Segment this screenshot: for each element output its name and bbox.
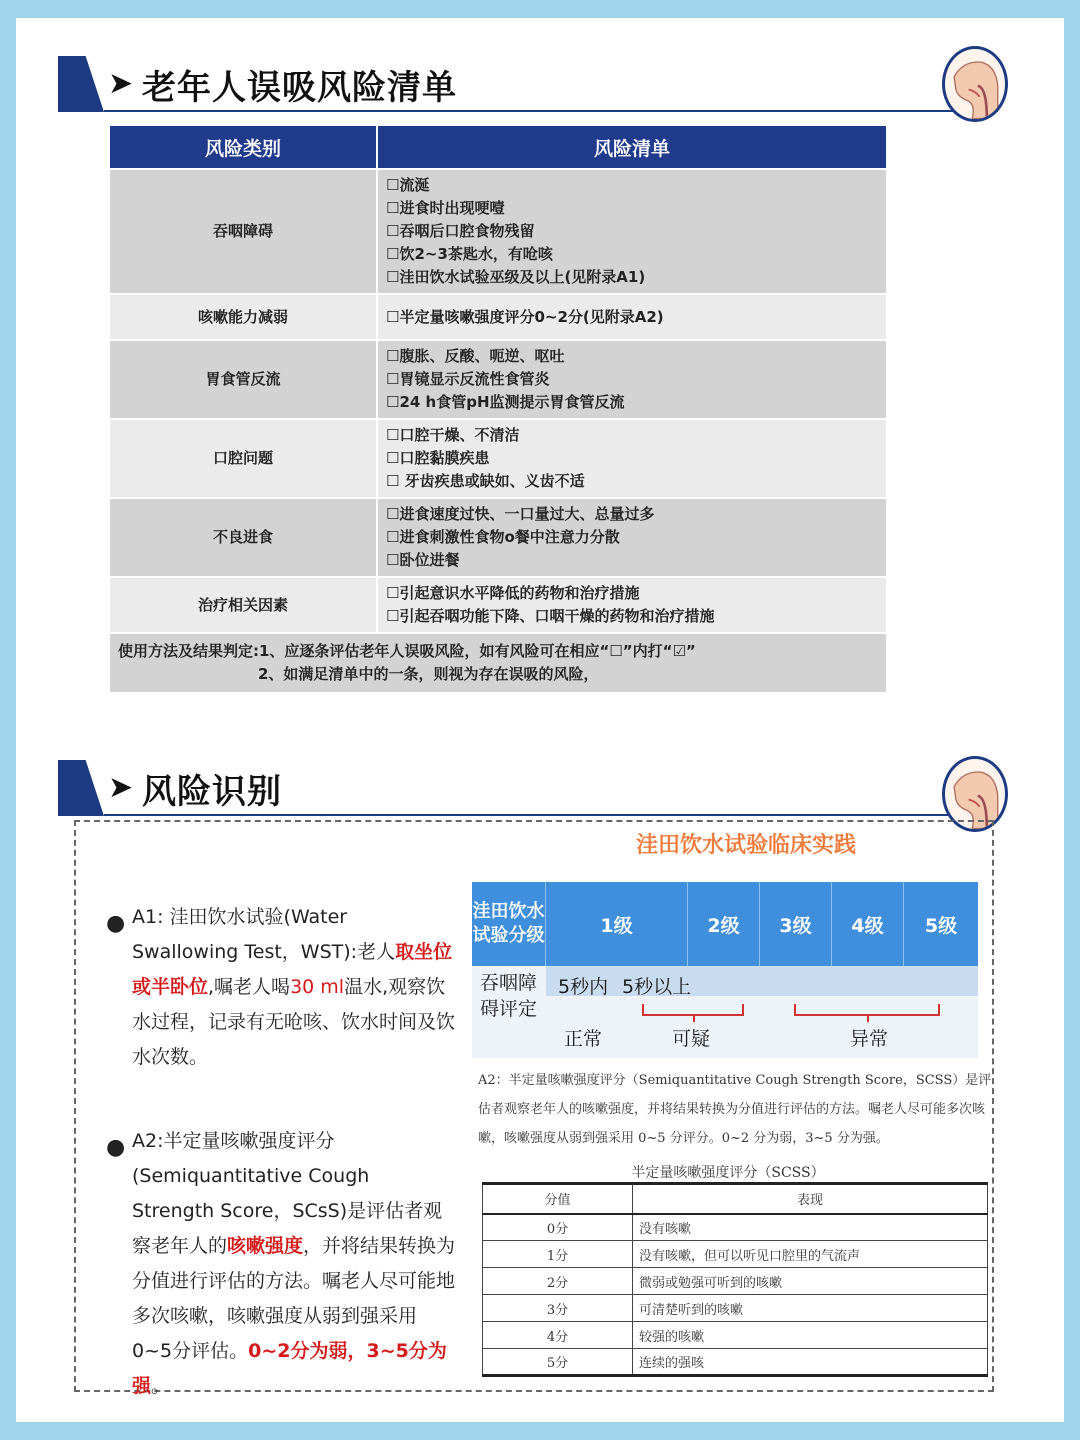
throat-anatomy-icon <box>942 46 1008 122</box>
checklist-item[interactable]: ☐洼田饮水试验巫级及以上(见附录A1) <box>386 268 646 286</box>
checklist-item[interactable]: ☐饮2~3茶匙水，有呛咳 <box>386 245 553 263</box>
risk-items <box>377 577 887 633</box>
grade-5: 5级 <box>924 914 958 937</box>
checklist-item[interactable]: ☐24 h食管pH监测提示胃食管反流 <box>386 393 625 411</box>
header-rule <box>104 814 998 816</box>
bullet-a2-text <box>106 1124 456 1404</box>
header-category: 风险类别 <box>109 125 377 169</box>
arrow-icon: ➤ <box>108 770 134 805</box>
section-flag <box>58 760 104 816</box>
grade-2: 2级 <box>688 882 760 966</box>
table-row <box>109 419 887 498</box>
score-cell: 0分 <box>483 1214 633 1241</box>
scss-table <box>482 1182 988 1377</box>
table-row <box>109 340 887 419</box>
wst-assessment-row <box>472 966 978 1058</box>
scss-title: 半定量咳嗽强度评分（SCSS） <box>631 1165 825 1181</box>
desc-cell: 可清楚听到的咳嗽 <box>633 1295 988 1322</box>
risk-items <box>377 498 887 577</box>
risk-checklist-table <box>108 124 888 694</box>
desc-cell: 较强的咳嗽 <box>633 1322 988 1349</box>
checklist-item[interactable]: ☐进食刺激性食物o餐中注意力分散 <box>386 528 620 546</box>
bullet-a2 <box>106 1124 456 1404</box>
desc-cell: 没有咳嗽，但可以听见口腔里的气流声 <box>633 1241 988 1268</box>
table-row <box>109 169 887 294</box>
checklist-item[interactable]: ☐腹胀、反酸、呃逆、呕吐 <box>386 347 565 365</box>
result-suspect: 可疑 <box>672 1028 711 1050</box>
text-span: A2:半定量咳嗽强度评分(Semiquantitative Cough Strength Score，SCsS)是评估者观察老年人的 <box>132 1130 443 1257</box>
header-checklist: 风险清单 <box>377 125 887 169</box>
header-score: 分值 <box>483 1184 633 1214</box>
section1-header <box>58 56 998 112</box>
score-cell: 5分 <box>483 1349 633 1376</box>
risk-items <box>377 340 887 419</box>
checklist-item[interactable]: ☐流涎 <box>386 176 430 194</box>
wst-header-label: 洼田饮水试验分级 <box>472 882 546 966</box>
result-abnormal: 异常 <box>850 1028 889 1050</box>
risk-items <box>377 419 887 498</box>
highlight-text: 咳嗽强度 <box>227 1235 304 1257</box>
text-span: 。 <box>151 1375 171 1397</box>
checklist-item[interactable]: ☐引起意识水平降低的药物和治疗措施 <box>386 584 640 602</box>
table-row <box>109 294 887 340</box>
table-footer-row <box>109 633 887 693</box>
wst-grade-chart <box>472 882 978 1058</box>
risk-category: 咳嗽能力减弱 <box>109 294 377 340</box>
table-row <box>483 1322 988 1349</box>
checklist-item[interactable]: ☐进食速度过快、一口量过大、总量过多 <box>386 505 655 523</box>
risk-items <box>377 169 887 294</box>
bullet-dot: ● <box>106 1135 126 1160</box>
highlight-text: 取坐位或半卧位 <box>132 941 453 998</box>
time-within: 5秒内 <box>558 976 609 998</box>
wst-chart-title: 洼田饮水试验临床实践 <box>636 833 857 858</box>
text-span: ，并将结果转换为分值进行评估的方法。嘱老人尽可能地多次咳嗽，咳嗽强度从弱到强采用0~5分评估。 <box>132 1235 456 1362</box>
checklist-item[interactable]: ☐ 牙齿疾患或缺如、义齿不适 <box>386 472 585 490</box>
usage-note-line1: 使用方法及结果判定:1、应逐条评估老年人误吸风险，如有风险可在相应“☐”内打“☑” <box>118 642 696 660</box>
section-flag <box>58 56 104 112</box>
header-rule <box>104 110 998 112</box>
checklist-item[interactable]: ☐口腔干燥、不清洁 <box>386 426 520 444</box>
suspect-brace <box>642 1004 744 1016</box>
section2-header <box>58 760 998 816</box>
checklist-item[interactable]: ☐半定量咳嗽强度评分0~2分(见附录A2) <box>386 307 664 326</box>
desc-cell: 连续的强咳 <box>633 1349 988 1376</box>
checklist-item[interactable]: ☐卧位进餐 <box>386 551 460 569</box>
checklist-item[interactable]: ☐引起吞咽功能下降、口咽干燥的药物和治疗措施 <box>386 607 715 625</box>
result-normal: 正常 <box>564 1028 603 1050</box>
usage-note <box>109 633 887 693</box>
table-row <box>483 1268 988 1295</box>
risk-category: 口腔问题 <box>109 419 377 498</box>
highlight-text: 30 ml <box>290 976 345 998</box>
section1-title: 老年人误吸风险清单 <box>142 68 457 108</box>
checklist-item[interactable]: ☐胃镜显示反流性食管炎 <box>386 370 550 388</box>
bullet-dot: ● <box>106 911 126 936</box>
table-header-row <box>483 1184 988 1214</box>
risk-category: 不良进食 <box>109 498 377 577</box>
score-cell: 3分 <box>483 1295 633 1322</box>
highlight-text: 0~2分为弱，3~5分为强 <box>132 1340 447 1397</box>
table-row <box>109 577 887 633</box>
bullet-a1-text <box>106 900 456 1075</box>
arrow-icon: ➤ <box>108 66 134 101</box>
bullet-a1 <box>106 900 456 1075</box>
score-cell: 4分 <box>483 1322 633 1349</box>
checklist-item[interactable]: ☐进食时出现哽噎 <box>386 199 505 217</box>
text-span: A1: 洼田饮水试验(Water Swallowing Test，WST):老人 <box>132 906 396 963</box>
risk-items <box>377 294 887 340</box>
time-band <box>546 966 978 996</box>
desc-cell: 微弱或勉强可听到的咳嗽 <box>633 1268 988 1295</box>
desc-cell: 没有咳嗽 <box>633 1214 988 1241</box>
checklist-item[interactable]: ☐口腔黏膜疾患 <box>386 449 490 467</box>
page <box>16 18 1064 1422</box>
time-over: 5秒以上 <box>622 976 692 998</box>
score-cell: 1分 <box>483 1241 633 1268</box>
abnormal-brace <box>794 1004 940 1016</box>
table-row <box>109 498 887 577</box>
wst-header-row <box>472 882 978 966</box>
table-row <box>483 1295 988 1322</box>
section2-title: 风险识别 <box>142 772 282 812</box>
header-performance: 表现 <box>633 1184 988 1214</box>
risk-category: 吞咽障碍 <box>109 169 377 294</box>
a2-description: A2：半定量咳嗽强度评分（Semiquantitative Cough Strength Score，SCSS）是评估者观察老年人的咳嗽强度，并将结果转换为分值进行评估的方法。嘱老人尽可能多次咳嗽，咳嗽强度从弱到强采用 0~5 分评分。0~2 分为弱，3~5 分为强。 <box>478 1073 992 1146</box>
text-span: ,嘱老人喝 <box>208 976 291 998</box>
assessment-label: 吞咽障碍评定 <box>480 972 538 1020</box>
table-row <box>483 1214 988 1241</box>
text-span: 温水,观察饮水过程，记录有无呛咳、饮水时间及饮水次数。 <box>132 976 456 1068</box>
table-row <box>483 1349 988 1376</box>
usage-note-line2: 2、如满足清单中的一条，则视为存在误吸的风险， <box>258 665 599 683</box>
risk-category: 胃食管反流 <box>109 340 377 419</box>
checklist-item[interactable]: ☐吞咽后口腔食物残留 <box>386 222 535 240</box>
score-cell: 2分 <box>483 1268 633 1295</box>
grade-3: 3级 <box>760 882 832 966</box>
risk-category: 治疗相关因素 <box>109 577 377 633</box>
table-row <box>483 1241 988 1268</box>
grade-1: 1级 <box>546 882 688 966</box>
grade-4: 4级 <box>832 882 904 966</box>
